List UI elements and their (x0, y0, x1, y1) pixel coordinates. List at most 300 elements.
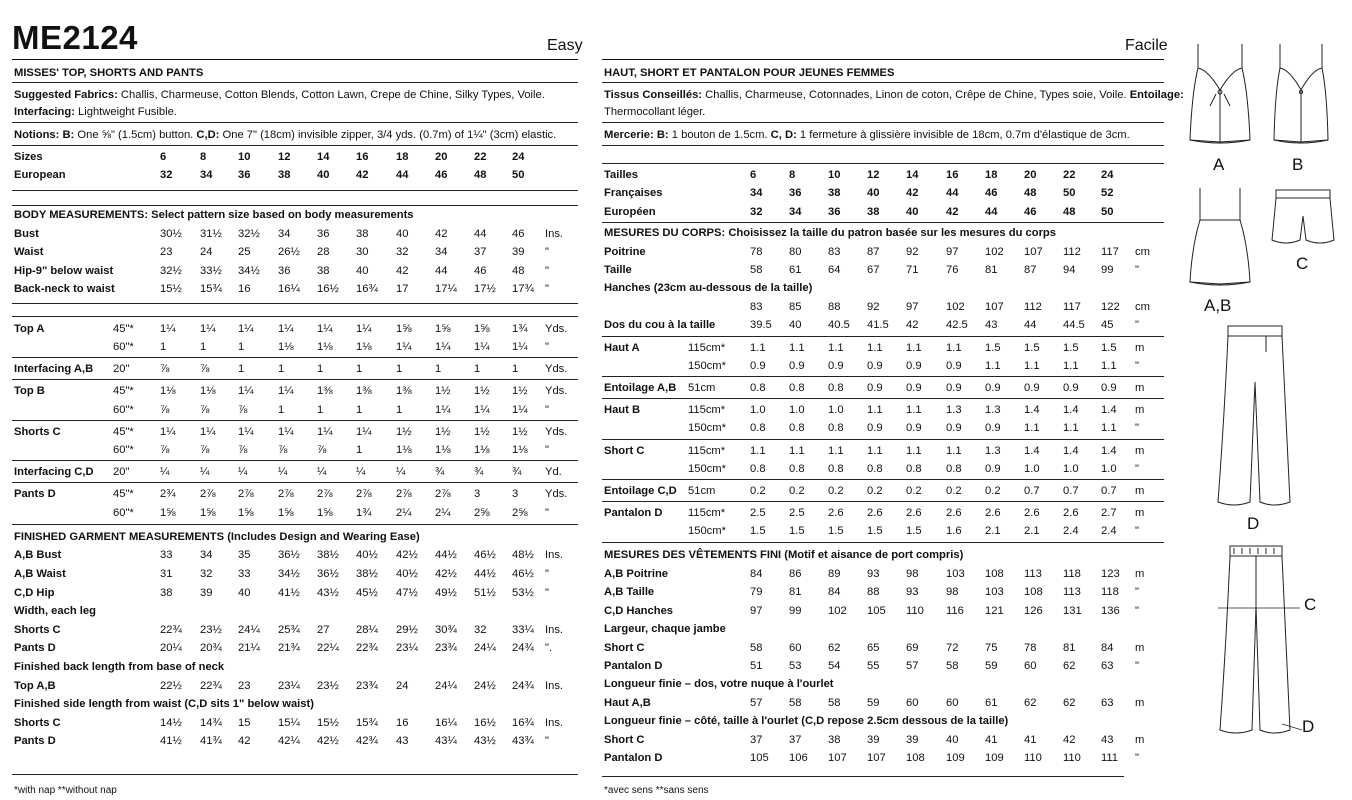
table-cell: 1¼ (356, 426, 372, 438)
table-cell: 0.9 (946, 382, 962, 394)
unit-label: " (545, 341, 549, 353)
unit-label: Yds. (545, 426, 568, 438)
unit-label: " (545, 568, 549, 580)
table-cell: 1 (238, 341, 245, 353)
table-cell: 32½ (238, 228, 260, 240)
francaises-cell: 44 (946, 187, 959, 199)
francaises-cell: 38 (828, 187, 841, 199)
european-cell: 48 (474, 169, 487, 181)
table-cell: 0.7 (1024, 485, 1040, 497)
table-cell: 46½ (512, 568, 534, 580)
row-label: Poitrine (604, 246, 646, 258)
table-cell: ¾ (474, 466, 484, 478)
size-cell: 8 (789, 169, 796, 181)
table-cell: ⅞ (317, 444, 327, 456)
table-cell: 34 (200, 549, 213, 561)
table-cell: 15½ (160, 283, 182, 295)
table-cell: 44 (1024, 319, 1037, 331)
table-cell: 17¾ (512, 283, 534, 295)
subheading: Longueur finie – côté, taille à l'ourlet (C,D repose 2.5cm dessous de la taille) (604, 715, 1009, 727)
table-cell: 43½ (474, 735, 496, 747)
table-cell: 58 (789, 697, 802, 709)
table-cell: 0.8 (828, 382, 844, 394)
table-cell: 20¼ (160, 642, 182, 654)
rule (602, 376, 1164, 377)
table-cell: 1.3 (985, 404, 1001, 416)
size-cell: 22 (1063, 169, 1076, 181)
unit-label: " (545, 587, 549, 599)
table-cell: 43 (985, 319, 998, 331)
fabric-width: 45"* (113, 426, 134, 438)
table-cell: 1¼ (160, 426, 176, 438)
francaises-cell: 42 (906, 187, 919, 199)
europeen-cell: 40 (906, 206, 919, 218)
european-cell: 46 (435, 169, 448, 181)
unit-label: " (1135, 660, 1139, 672)
table-cell: 1.1 (1063, 422, 1079, 434)
table-cell: 55 (867, 660, 880, 672)
table-cell: 103 (985, 586, 1004, 598)
table-cell: 24¾ (512, 642, 534, 654)
unit-label: " (1135, 752, 1139, 764)
table-cell: 1.1 (750, 445, 766, 457)
body-title-en: BODY MEASUREMENTS: Select pattern size based on body measurements (14, 209, 414, 221)
rule (12, 145, 578, 146)
table-cell: 122 (1101, 301, 1120, 313)
table-cell: 16½ (474, 717, 496, 729)
table-cell: 110 (1063, 752, 1081, 764)
table-cell: 109 (946, 752, 965, 764)
notions-label: Notions: B: (14, 129, 75, 141)
row-label: Top A (14, 323, 45, 335)
rule (602, 776, 1124, 777)
table-cell: 1.6 (946, 525, 962, 537)
table-cell: 23 (238, 680, 251, 692)
table-cell: 136 (1101, 605, 1120, 617)
notions-label: Mercerie: B: (604, 129, 669, 141)
table-cell: 110 (906, 605, 924, 617)
table-cell: ⅞ (160, 363, 170, 375)
table-cell: 2.7 (1101, 507, 1117, 519)
table-cell: 106 (789, 752, 808, 764)
level-en: Easy (547, 37, 583, 54)
table-cell: 0.9 (867, 360, 883, 372)
subheading: Largeur, chaque jambe (604, 623, 726, 635)
table-cell: 1 (238, 363, 245, 375)
unit-label: " (545, 246, 549, 258)
table-cell: 36 (317, 228, 330, 240)
table-cell: 0.9 (1063, 382, 1079, 394)
table-cell: 1⅝ (160, 507, 176, 519)
table-cell: 117 (1063, 301, 1081, 313)
table-cell: 1 (356, 404, 363, 416)
table-cell: 1⅛ (474, 444, 490, 456)
table-cell: 2⅞ (278, 488, 294, 500)
fabric-width: 150cm* (688, 422, 726, 434)
view-label-c: C (1296, 254, 1309, 273)
row-label: Shorts C (14, 426, 61, 438)
rule (602, 59, 1164, 60)
table-cell: 54 (828, 660, 841, 672)
table-cell: 0.8 (750, 422, 766, 434)
table-cell: 1.1 (867, 404, 883, 416)
notions-en (14, 128, 556, 142)
table-cell: 78 (1024, 642, 1037, 654)
table-cell: 60 (906, 697, 919, 709)
rule (12, 59, 578, 60)
table-cell: 42 (396, 265, 409, 277)
table-cell: 1.0 (1024, 463, 1040, 475)
table-cell: 58 (828, 697, 841, 709)
table-cell: 1 (278, 363, 285, 375)
table-cell: 15½ (317, 717, 339, 729)
table-cell: 83 (750, 301, 763, 313)
size-cell: 16 (946, 169, 959, 181)
table-cell: 44½ (474, 568, 496, 580)
table-cell: 76 (946, 264, 959, 276)
table-cell: 42¼ (278, 735, 300, 747)
european-cell: 44 (396, 169, 409, 181)
francaises-cell: 50 (1063, 187, 1076, 199)
table-cell: 59 (867, 697, 880, 709)
unit-label: Ins. (545, 228, 564, 240)
rule (602, 82, 1164, 83)
rule (602, 145, 1164, 146)
size-cell: 18 (985, 169, 998, 181)
table-cell: 1⅛ (356, 341, 372, 353)
table-cell: 24¼ (435, 680, 457, 692)
table-cell: 1¼ (474, 404, 490, 416)
table-cell: ¾ (512, 466, 522, 478)
rule (602, 222, 1164, 223)
table-cell: 22½ (160, 680, 182, 692)
fabric-width: 45"* (113, 385, 134, 397)
table-cell: 1.1 (906, 342, 922, 354)
table-cell: 2.1 (985, 525, 1001, 537)
table-cell: 38½ (356, 568, 378, 580)
table-cell: 67 (867, 264, 880, 276)
table-cell: 1¼ (278, 323, 294, 335)
table-cell: 1⅛ (435, 444, 451, 456)
subheading: Width, each leg (14, 605, 96, 617)
table-cell: 86 (789, 568, 802, 580)
table-cell: 0.9 (867, 422, 883, 434)
unit-label: Yds. (545, 323, 568, 335)
table-cell: 25¾ (278, 624, 300, 636)
table-cell: 1⅜ (317, 385, 333, 397)
table-cell: 34 (278, 228, 291, 240)
table-cell: 0.8 (946, 463, 962, 475)
table-cell: 97 (750, 605, 763, 617)
table-cell: 1.1 (1101, 360, 1117, 372)
table-cell: 1 (200, 341, 207, 353)
table-cell: 61 (985, 697, 998, 709)
table-cell: 2.6 (867, 507, 883, 519)
table-cell: 103 (946, 568, 965, 580)
table-cell: 2.6 (1063, 507, 1079, 519)
table-cell: 89 (828, 568, 841, 580)
unit-label: Yd. (545, 466, 562, 478)
table-cell: 107 (985, 301, 1004, 313)
table-cell: 0.9 (867, 382, 883, 394)
table-cell: 81 (1063, 642, 1076, 654)
table-cell: 1.5 (828, 525, 844, 537)
table-cell: 17¼ (435, 283, 457, 295)
table-cell: 0.9 (1024, 382, 1040, 394)
table-cell: 24¼ (238, 624, 260, 636)
table-cell: 2.5 (750, 507, 766, 519)
size-cell: 22 (474, 151, 487, 163)
table-cell: 43½ (317, 587, 339, 599)
table-cell: 43¼ (435, 735, 457, 747)
table-cell: 121 (985, 605, 1004, 617)
unit-label: cm (1135, 246, 1150, 258)
rule (12, 524, 578, 525)
table-cell: 84 (828, 586, 841, 598)
table-cell: 23¾ (435, 642, 457, 654)
row-label: Dos du cou à la taille (604, 319, 716, 331)
unit-label: Ins. (545, 624, 564, 636)
table-cell: 0.9 (1101, 382, 1117, 394)
unit-label: " (545, 265, 549, 277)
table-cell: 0.9 (946, 360, 962, 372)
row-label: Haut A (604, 342, 640, 354)
table-cell: 39 (512, 246, 525, 258)
table-cell: ¼ (238, 466, 248, 478)
fabric-width: 51cm (688, 485, 716, 497)
size-cell: 12 (867, 169, 880, 181)
row-label: Short C (604, 642, 645, 654)
table-cell: 113 (1063, 586, 1081, 598)
table-cell: 99 (789, 605, 802, 617)
table-cell: 40 (946, 734, 959, 746)
rule (602, 336, 1164, 337)
table-cell: ¼ (278, 466, 288, 478)
row-label: Hip-9" below waist (14, 265, 114, 277)
table-cell: 40½ (396, 568, 418, 580)
unit-label: m (1135, 568, 1145, 580)
table-cell: 75 (985, 642, 998, 654)
table-cell: 2.4 (1101, 525, 1117, 537)
table-cell: 38 (828, 734, 841, 746)
table-cell: 23½ (317, 680, 339, 692)
unit-label: m (1135, 404, 1145, 416)
table-cell: 23¾ (356, 680, 378, 692)
unit-label: " (545, 735, 549, 747)
table-cell: 1¼ (278, 385, 294, 397)
row-label: Back-neck to waist (14, 283, 115, 295)
table-cell: 1.1 (828, 342, 844, 354)
unit-label: Yds. (545, 488, 568, 500)
row-label: Interfacing C,D (14, 466, 94, 478)
fabric-width: 45"* (113, 323, 134, 335)
table-cell: 24 (396, 680, 409, 692)
table-cell: 1⅛ (278, 341, 294, 353)
table-cell: 16¾ (356, 283, 378, 295)
table-cell: 39.5 (750, 319, 772, 331)
view-label-d: D (1247, 514, 1260, 533)
table-cell: 48½ (512, 549, 534, 561)
table-cell: 0.7 (1101, 485, 1117, 497)
row-label: Bust (14, 228, 39, 240)
fabric-width: 60"* (113, 507, 134, 519)
table-cell: 1.1 (867, 342, 883, 354)
table-cell: 24¼ (474, 642, 496, 654)
table-cell: 118 (1063, 568, 1081, 580)
table-cell: 51 (750, 660, 763, 672)
table-cell: 80 (789, 246, 802, 258)
table-cell: 0.9 (789, 360, 805, 372)
row-label: Haut A,B (604, 697, 651, 709)
table-cell: 0.8 (750, 382, 766, 394)
row-label: Pants D (14, 642, 56, 654)
table-cell: 41½ (278, 587, 300, 599)
fabric-width: 150cm* (688, 525, 726, 537)
table-cell: 81 (985, 264, 998, 276)
rule (602, 542, 1164, 543)
table-cell: 30 (356, 246, 369, 258)
table-cell: 42 (1063, 734, 1076, 746)
table-cell: 63 (1101, 697, 1114, 709)
table-cell: 34½ (278, 568, 300, 580)
table-cell: 53 (789, 660, 802, 672)
europeen-label: Européen (604, 206, 656, 218)
table-cell: 2¼ (396, 507, 412, 519)
table-cell: 34 (435, 246, 448, 258)
table-cell: 15¾ (356, 717, 378, 729)
table-cell: 102 (985, 246, 1004, 258)
table-cell: 58 (946, 660, 959, 672)
table-cell: ¼ (200, 466, 210, 478)
table-cell: 23¼ (396, 642, 418, 654)
table-cell: 16½ (317, 283, 339, 295)
table-cell: 32 (396, 246, 409, 258)
row-label: Pantalon D (604, 752, 663, 764)
table-cell: 99 (1101, 264, 1114, 276)
table-cell: 1.0 (1101, 463, 1117, 475)
table-cell: 1½ (512, 385, 528, 397)
table-cell: 0.7 (1063, 485, 1079, 497)
table-cell: 1½ (435, 385, 451, 397)
table-cell: 1⅜ (356, 385, 372, 397)
table-cell: 1.1 (1024, 422, 1040, 434)
table-cell: 33½ (200, 265, 222, 277)
table-cell: 0.8 (828, 463, 844, 475)
table-cell: 2⅞ (200, 488, 216, 500)
fabric-width: 60"* (113, 404, 134, 416)
table-cell: 32½ (160, 265, 182, 277)
footnote-fr: *avec sens **sans sens (604, 785, 709, 796)
table-cell: 25 (238, 246, 251, 258)
view-label-ab: A,B (1204, 296, 1232, 315)
table-cell: 123 (1101, 568, 1120, 580)
table-cell: ⅞ (200, 444, 210, 456)
rule (12, 303, 578, 304)
interfacing-fr: Thermocollant léger. (604, 106, 706, 118)
table-cell: 109 (985, 752, 1004, 764)
unit-label: " (1135, 525, 1139, 537)
size-cell: 20 (1024, 169, 1037, 181)
table-cell: 51½ (474, 587, 496, 599)
table-cell: 41 (985, 734, 998, 746)
table-cell: 1 (317, 363, 324, 375)
unit-label: m (1135, 445, 1145, 457)
table-cell: 0.2 (789, 485, 805, 497)
table-cell: ⅞ (238, 404, 248, 416)
table-cell: 112 (1024, 301, 1042, 313)
table-cell: 0.2 (828, 485, 844, 497)
table-cell: 15 (238, 717, 251, 729)
table-cell: 42.5 (946, 319, 968, 331)
fabric-width: 150cm* (688, 463, 726, 475)
row-label: A,B Bust (14, 549, 62, 561)
fabrics-fr (604, 88, 1184, 102)
table-cell: 23½ (200, 624, 222, 636)
unit-label: m (1135, 642, 1145, 654)
table-cell: 97 (906, 301, 919, 313)
table-cell: 1.4 (1024, 404, 1040, 416)
table-cell: 1.1 (906, 445, 922, 457)
size-cell: 20 (435, 151, 448, 163)
unit-label: m (1135, 382, 1145, 394)
row-label: Pants D (14, 488, 56, 500)
row-label: C,D Hip (14, 587, 55, 599)
table-cell: 17½ (474, 283, 496, 295)
table-cell: 20¾ (200, 642, 222, 654)
notions-text: One ⅝" (1.5cm) button. (74, 129, 197, 141)
table-cell: 1½ (435, 426, 451, 438)
table-cell: 1⅛ (200, 385, 216, 397)
fabric-width: 115cm* (688, 342, 726, 354)
table-cell: 1¼ (278, 426, 294, 438)
fabric-width: 60"* (113, 341, 134, 353)
table-cell: 1⅝ (396, 323, 412, 335)
table-cell: 83 (828, 246, 841, 258)
table-cell: 1¼ (512, 404, 528, 416)
table-cell: 2⅞ (356, 488, 372, 500)
table-cell: 1.0 (828, 404, 844, 416)
francaises-cell: 46 (985, 187, 998, 199)
table-cell: 16¼ (435, 717, 457, 729)
table-cell: 0.2 (750, 485, 766, 497)
table-cell: ⅞ (238, 444, 248, 456)
table-cell: 2¼ (435, 507, 451, 519)
interfacing-en (14, 105, 177, 119)
row-label: Waist (14, 246, 44, 258)
view-label-b: B (1292, 155, 1304, 174)
table-cell: 0.9 (906, 382, 922, 394)
table-cell: 92 (867, 301, 880, 313)
table-cell: 108 (906, 752, 925, 764)
table-cell: 57 (906, 660, 919, 672)
table-cell: 37 (474, 246, 487, 258)
unit-label: ". (545, 642, 553, 654)
fabrics-label: Suggested Fabrics: (14, 89, 118, 101)
table-cell: 30¾ (435, 624, 457, 636)
fabrics-text: Challis, Charmeuse, Cotonnades, Linon de coton, Crêpe de Chine, Types soie, Voile. (702, 89, 1130, 101)
table-cell: 1 (356, 444, 363, 456)
table-cell: 1.3 (946, 404, 962, 416)
table-cell: 38 (160, 587, 173, 599)
rule (12, 82, 578, 83)
table-cell: 1.5 (1063, 342, 1079, 354)
table-cell: 126 (1024, 605, 1043, 617)
table-cell: 1.0 (789, 404, 805, 416)
table-cell: 1½ (512, 426, 528, 438)
table-cell: ¼ (160, 466, 170, 478)
table-cell: 0.8 (789, 422, 805, 434)
table-cell: 88 (828, 301, 841, 313)
